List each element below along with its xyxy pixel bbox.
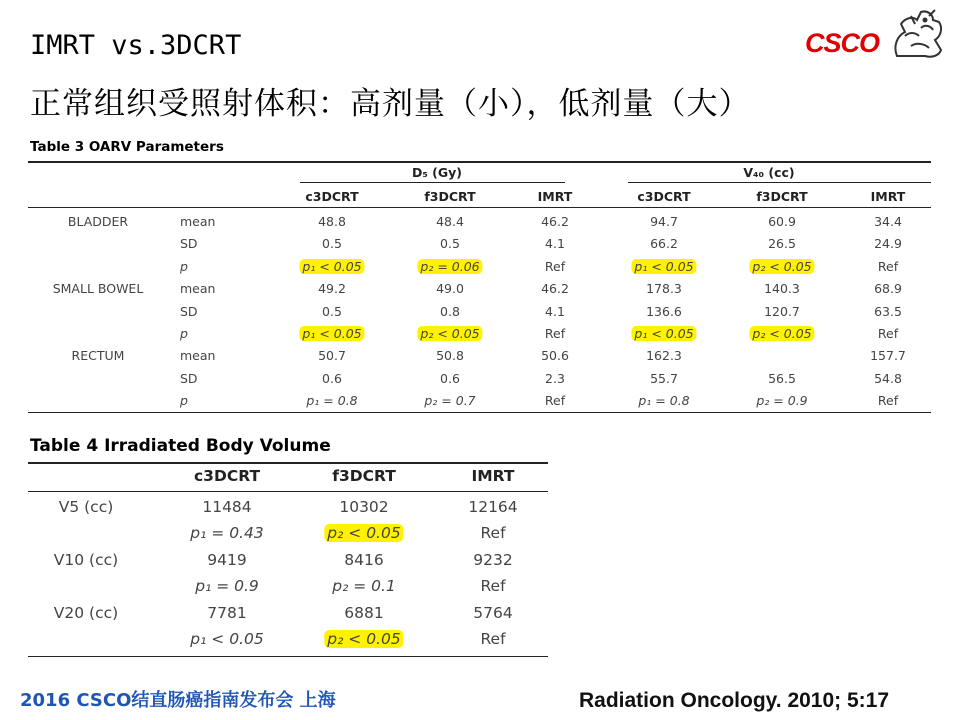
table3-cell — [764, 281, 800, 296]
highlighted-value: p₁ < 0.05 — [299, 259, 364, 274]
table4-row-label: V5 (cc) — [58, 498, 114, 516]
cell-value: 6881 — [344, 603, 384, 622]
csco-logo — [805, 6, 945, 62]
cell-value: 56.5 — [768, 370, 796, 386]
cell-value: 136.6 — [646, 303, 682, 319]
table4-cell — [480, 577, 505, 595]
table4-cell — [324, 524, 403, 542]
table3-cell — [541, 214, 569, 229]
table3-cell — [874, 304, 902, 319]
table3-cell — [299, 259, 364, 274]
table4-header-rule — [28, 491, 548, 492]
table3-cell — [436, 281, 464, 296]
cell-value: p₁ = 0.8 — [638, 393, 690, 409]
highlighted-value: p₂ < 0.05 — [324, 524, 403, 542]
highlighted-value: p₂ < 0.05 — [417, 326, 482, 341]
cell-value: 178.3 — [646, 281, 682, 297]
cell-value: 50.7 — [318, 348, 346, 364]
cell-value: 5764 — [473, 603, 513, 622]
footer-citation: Radiation Oncology. 2010; 5:17 — [579, 689, 890, 712]
cell-value: p₁ = 0.9 — [195, 577, 259, 596]
highlighted-value: p₁ < 0.05 — [299, 326, 364, 341]
table3-cell — [878, 393, 898, 408]
cell-value: 8416 — [344, 550, 384, 569]
cell-value: 120.7 — [764, 303, 800, 319]
table4-cell — [207, 604, 246, 622]
cell-value: p₂ = 0.1 — [332, 577, 396, 596]
table3-column-header: IMRT — [537, 189, 573, 204]
cell-value: Ref — [544, 258, 566, 274]
table3-cell — [417, 259, 482, 274]
table3-cell — [646, 281, 682, 296]
table3-group-header-v40: V₄₀ (cc) — [743, 165, 795, 180]
highlighted-value: p₂ < 0.05 — [324, 630, 403, 648]
cell-value: 66.2 — [650, 236, 678, 252]
cell-value: 9232 — [473, 550, 513, 569]
table4-bottom-rule — [28, 656, 548, 657]
table3-cell — [749, 259, 814, 274]
table3-stat-label: mean — [180, 348, 216, 364]
cell-value: 0.5 — [322, 236, 342, 252]
cell-value: 94.7 — [650, 214, 678, 229]
highlighted-value: p₁ < 0.05 — [631, 326, 696, 341]
table4-column-header: f3DCRT — [332, 467, 396, 485]
table4-cell — [207, 551, 246, 569]
table3-cell — [436, 348, 464, 363]
table4-cell — [202, 498, 251, 516]
cell-value: 7781 — [207, 603, 247, 622]
cell-value: 0.5 — [440, 236, 460, 252]
cell-value: 49.0 — [436, 281, 464, 297]
table3-column-header: c3DCRT — [305, 189, 359, 204]
table4-cell — [473, 604, 512, 622]
table3-cell — [764, 304, 800, 319]
table3-cell — [878, 326, 898, 341]
table3-group-header-d5: D₅ (Gy) — [411, 165, 463, 180]
cell-value: 34.4 — [874, 214, 902, 229]
table4-cell — [473, 551, 512, 569]
table4-cell — [468, 498, 517, 516]
table3-cell — [440, 371, 460, 386]
table3-header-rule — [28, 207, 931, 208]
highlighted-value: p₂ < 0.05 — [749, 259, 814, 274]
table3-cell — [646, 348, 682, 363]
highlighted-value: p₂ < 0.05 — [749, 326, 814, 341]
cell-value: p₂ = 0.9 — [756, 393, 808, 409]
cell-value: 26.5 — [768, 236, 796, 252]
slide-title-line2: 正常组织受照射体积：高剂量（小），低剂量（大） — [30, 86, 751, 122]
cell-value: 46.2 — [541, 214, 569, 229]
table3-cell — [417, 326, 482, 341]
cell-value: 55.7 — [650, 370, 678, 386]
table3-cell — [545, 371, 565, 386]
table3-cell — [650, 371, 678, 386]
table4-column-header: c3DCRT — [193, 467, 261, 485]
table3-cell — [322, 236, 342, 251]
cell-value: 60.9 — [768, 214, 796, 229]
cell-value: Ref — [877, 326, 899, 341]
table3-group-rule-v40 — [628, 182, 931, 183]
table3-cell — [322, 304, 342, 319]
table3-cell — [545, 236, 565, 251]
table4-cell — [339, 498, 388, 516]
cell-value: Ref — [544, 326, 566, 341]
cell-value: 2.3 — [545, 370, 565, 386]
table3-stat-label: p — [180, 393, 188, 409]
cell-value: p₂ = 0.7 — [424, 393, 476, 409]
table3-stat-label: p — [180, 326, 188, 341]
table3-cell — [646, 304, 682, 319]
cell-value: 0.6 — [322, 370, 342, 386]
cell-value: 46.2 — [541, 281, 569, 297]
table3-cell — [306, 393, 357, 408]
cell-value: Ref — [480, 630, 506, 648]
table3-cell — [768, 214, 796, 229]
table3-organ-label: RECTUM — [71, 348, 125, 364]
table3-top-rule — [28, 161, 931, 163]
table3-cell — [650, 236, 678, 251]
highlighted-value: p₁ < 0.05 — [631, 259, 696, 274]
table4-column-header: IMRT — [471, 467, 515, 485]
table4-row-label: V20 (cc) — [53, 603, 119, 622]
table3-stat-label: mean — [180, 281, 216, 297]
cell-value: 48.4 — [436, 214, 464, 229]
table3-column-header: f3DCRT — [756, 189, 808, 204]
table4-top-rule — [28, 462, 548, 464]
table4-cell — [195, 577, 259, 595]
cell-value: 24.9 — [874, 236, 902, 252]
slide-title-line1: IMRT vs.3DCRT — [30, 30, 242, 61]
table3-cell — [874, 236, 902, 251]
table3-cell — [299, 326, 364, 341]
table3-group-rule-d5 — [300, 182, 565, 183]
cell-value: 4.1 — [545, 236, 565, 252]
table3-cell — [631, 326, 696, 341]
table3-cell — [545, 393, 565, 408]
table3-bottom-rule — [28, 412, 931, 413]
cell-value: p₁ < 0.05 — [190, 630, 264, 648]
cell-value: 11484 — [202, 498, 252, 516]
table4-cell — [324, 630, 403, 648]
table3-cell — [424, 393, 475, 408]
cell-value: 0.6 — [440, 370, 460, 386]
table4-cell — [480, 630, 505, 648]
cell-value: Ref — [877, 393, 899, 409]
table3-cell — [322, 371, 342, 386]
cell-value: 9419 — [207, 550, 247, 569]
cell-value: 0.8 — [440, 303, 460, 319]
table3-organ-label: BLADDER — [67, 214, 129, 229]
cell-value: p₁ = 0.43 — [190, 524, 264, 543]
cell-value: 0.5 — [322, 303, 342, 319]
cell-value: Ref — [877, 258, 899, 274]
table3-cell — [756, 393, 807, 408]
table3-cell — [318, 348, 346, 363]
table3-caption: Table 3 OARV Parameters — [30, 139, 224, 155]
table4-cell — [332, 577, 396, 595]
table3-stat-label: mean — [180, 214, 216, 229]
table3-cell — [874, 214, 902, 229]
table3-cell — [541, 281, 569, 296]
cell-value: Ref — [480, 524, 506, 543]
cell-value: 50.6 — [541, 348, 569, 364]
table3-cell — [749, 326, 814, 341]
cell-value: p₁ = 0.8 — [306, 393, 358, 409]
table3-cell — [650, 214, 678, 229]
highlighted-value: p₂ = 0.06 — [417, 259, 482, 274]
table3-cell — [878, 259, 898, 274]
cell-value: 68.9 — [874, 281, 902, 297]
table4-caption: Table 4 Irradiated Body Volume — [30, 436, 331, 456]
csco-logo-text: CSCO — [805, 28, 880, 58]
table3-cell — [436, 214, 464, 229]
table3-stat-label: p — [180, 258, 188, 274]
cell-value: 157.7 — [870, 348, 906, 364]
table3-cell — [631, 259, 696, 274]
cell-value: Ref — [544, 393, 566, 409]
table3-cell — [545, 304, 565, 319]
table3-cell — [768, 371, 796, 386]
table4-cell — [190, 524, 263, 542]
table3-stat-label: SD — [180, 370, 198, 386]
table4-cell — [190, 630, 263, 648]
cell-value: 140.3 — [764, 281, 800, 297]
table3-cell — [318, 281, 346, 296]
cell-value: Ref — [480, 577, 506, 596]
cell-value: 4.1 — [545, 303, 565, 319]
table3-column-header: c3DCRT — [637, 189, 691, 204]
table3-cell — [545, 259, 565, 274]
cell-value: 12164 — [468, 498, 518, 516]
table3-column-header: f3DCRT — [424, 189, 476, 204]
table3-cell — [874, 281, 902, 296]
table4-row-label: V10 (cc) — [53, 550, 119, 569]
table3-cell — [545, 326, 565, 341]
cell-value: 54.8 — [874, 370, 902, 386]
table3-column-header: IMRT — [870, 189, 906, 204]
table3-cell — [541, 348, 569, 363]
table4-cell — [480, 524, 505, 542]
table4-cell — [344, 551, 383, 569]
table3-stat-label: SD — [180, 303, 198, 319]
cell-value: 50.8 — [436, 348, 464, 364]
table3-cell — [440, 236, 460, 251]
cell-value: 162.3 — [646, 348, 682, 364]
mascot-icon — [891, 6, 945, 60]
table3-cell — [870, 348, 906, 363]
footer-event: 2016 CSCO结直肠癌指南发布会 上海 — [20, 690, 336, 711]
table3-organ-label: SMALL BOWEL — [52, 281, 144, 297]
cell-value: 48.8 — [318, 214, 346, 229]
cell-value: 63.5 — [874, 303, 902, 319]
table4-cell — [344, 604, 383, 622]
table3-stat-label: SD — [180, 236, 198, 252]
cell-value: 10302 — [339, 498, 389, 516]
cell-value: 49.2 — [318, 281, 346, 297]
table3-cell — [440, 304, 460, 319]
table3-cell — [768, 236, 796, 251]
table3-cell — [874, 371, 902, 386]
table3-cell — [638, 393, 689, 408]
table3-cell — [318, 214, 346, 229]
